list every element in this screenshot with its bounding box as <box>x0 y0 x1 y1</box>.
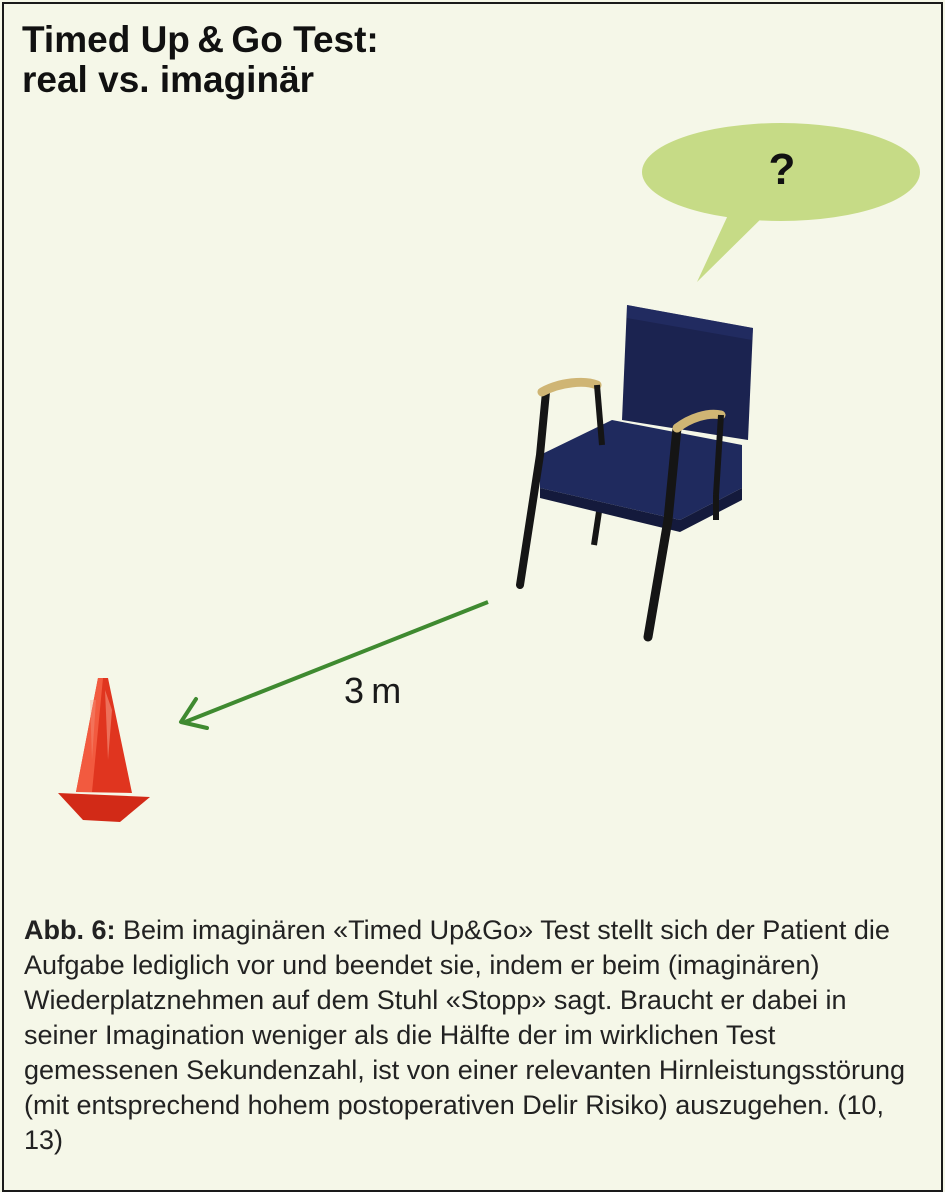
distance-arrow <box>181 602 488 728</box>
traffic-cone-image <box>58 678 150 822</box>
title-line-1: Timed Up & Go Test: <box>22 19 379 60</box>
figure-caption <box>24 913 924 1158</box>
chair-image <box>520 305 753 637</box>
title-line-2: real vs. imaginär <box>22 59 315 100</box>
caption-text: Beim imaginären «Timed Up&Go» Test stellt sich der Patient die Aufgabe lediglich vor und beendet sie, indem er beim (imaginären) Wiederplatznehmen auf dem Stuhl «Stopp» sagt. Braucht er dabei in seiner Imagination weniger als die Hälfte der im wirklichen Test gemessenen Sekundenzahl, ist von einer relevanten Hirnleistungsstörung (mit entsprechend hohem postoperativen Delir Risiko) auszugehen. (10, 13) <box>24 915 906 1155</box>
caption-label: Abb. 6: <box>24 915 116 945</box>
distance-label: 3 m <box>344 670 402 711</box>
question-mark: ? <box>768 145 796 194</box>
